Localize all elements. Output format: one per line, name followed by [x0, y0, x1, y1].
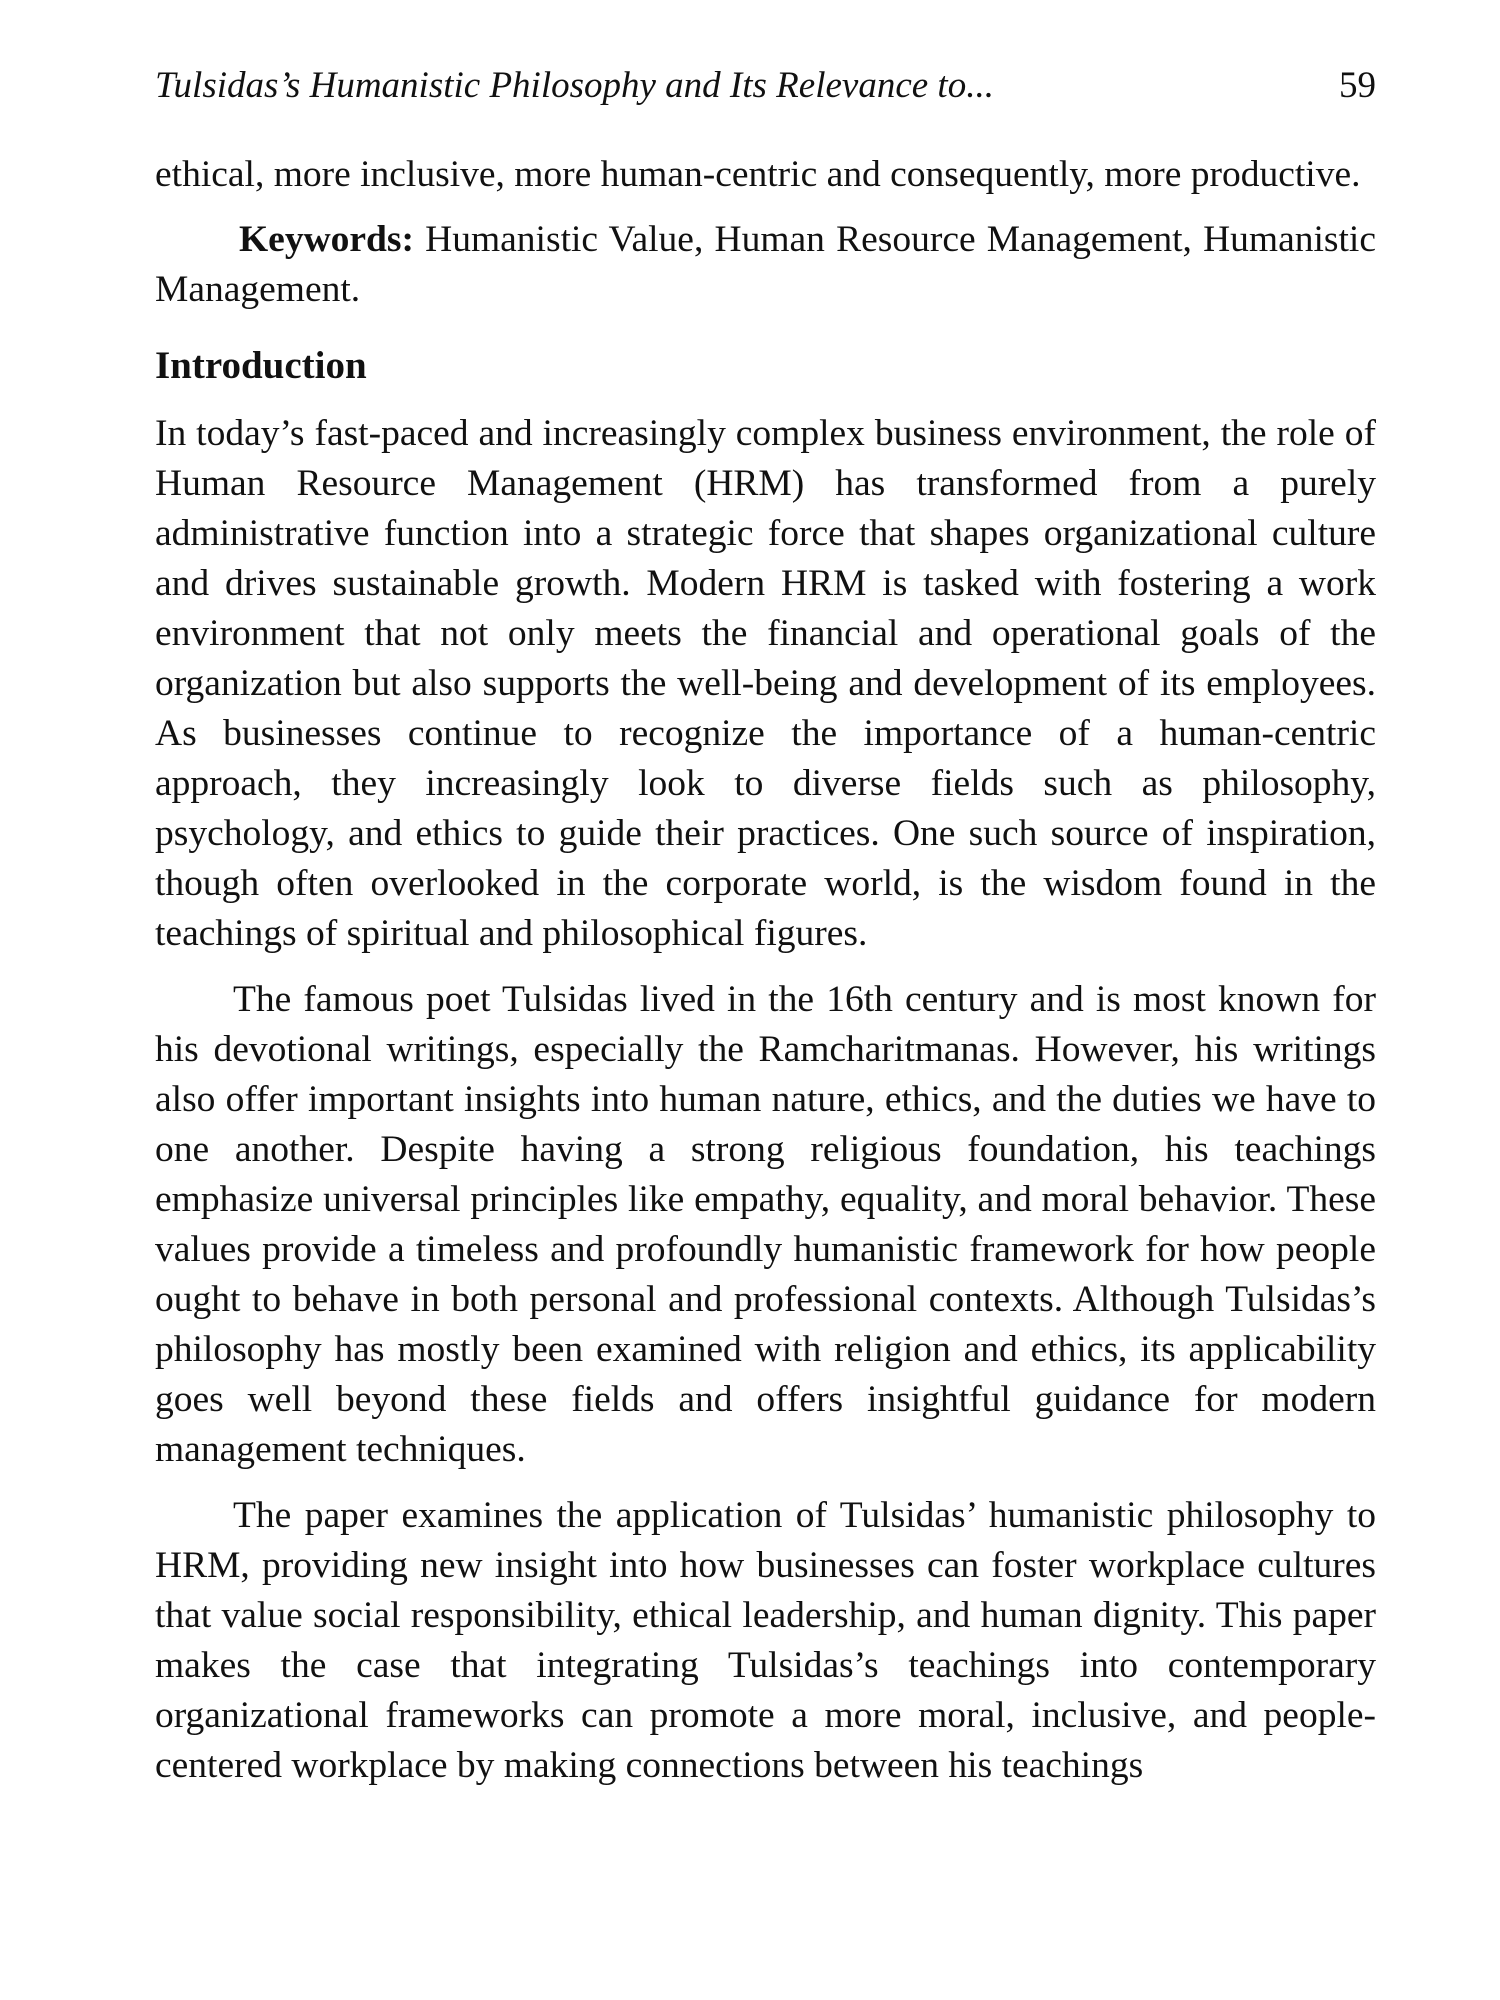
page-number: 59	[1339, 65, 1376, 106]
keywords-label: Keywords:	[239, 219, 414, 260]
running-title: Tulsidas’s Humanistic Philosophy and Its Relevance to...	[155, 65, 994, 106]
keywords-text: Humanistic Value, Human Resource Management, Humanistic Management.	[155, 219, 1376, 310]
paragraph-2: The famous poet Tulsidas lived in the 16th century and is most known for his devotional writings, especially the Ramcharitmanas. However, his writings also offer important insights into human nature, ethics, and the duties we have to one another. Despite having a strong religious foundation, his teachings emphasize universal principles like empathy, equality, and moral behavior. These values provide a timeless and profoundly humanistic framework for how people ought to behave in both personal and professional contexts. Although Tulsidas’s philosophy has mostly been examined with religion and ethics, its applicability goes well beyond these fields and offers insightful guidance for modern management techniques.	[155, 979, 1376, 1470]
paragraph-3: The paper examines the application of Tulsidas’ humanistic philosophy to HRM, providing new insight into how businesses can foster workplace cultures that value social responsibility, ethical leadership, and human dignity. This paper makes the case that integrating Tulsidas’s teachings into contemporary organizational frameworks can promote a more moral, inclusive, and people-centered workplace by making connections between his teachings	[155, 1495, 1376, 1786]
running-header	[155, 62, 1376, 110]
paragraph-1: In today’s fast-paced and increasingly complex business environment, the role of Human Resource Management (HRM) has transformed from a purely administrative function into a strategic force that shapes organizational culture and drives sustainable growth. Modern HRM is tasked with fostering a work environment that not only meets the financial and operational goals of the organization but also supports the well-being and development of its employees. As businesses continue to recognize the importance of a human-centric approach, they increasingly look to diverse fields such as philosophy, psychology, and ethics to guide their practices. One such source of inspiration, though often overlooked in the corporate world, is the wisdom found in the teachings of spiritual and philosophical figures.	[155, 413, 1376, 954]
abstract-tail: ethical, more inclusive, more human-centric and consequently, more productive.	[155, 154, 1361, 195]
section-heading: Introduction	[155, 344, 367, 387]
keywords	[155, 215, 1376, 315]
